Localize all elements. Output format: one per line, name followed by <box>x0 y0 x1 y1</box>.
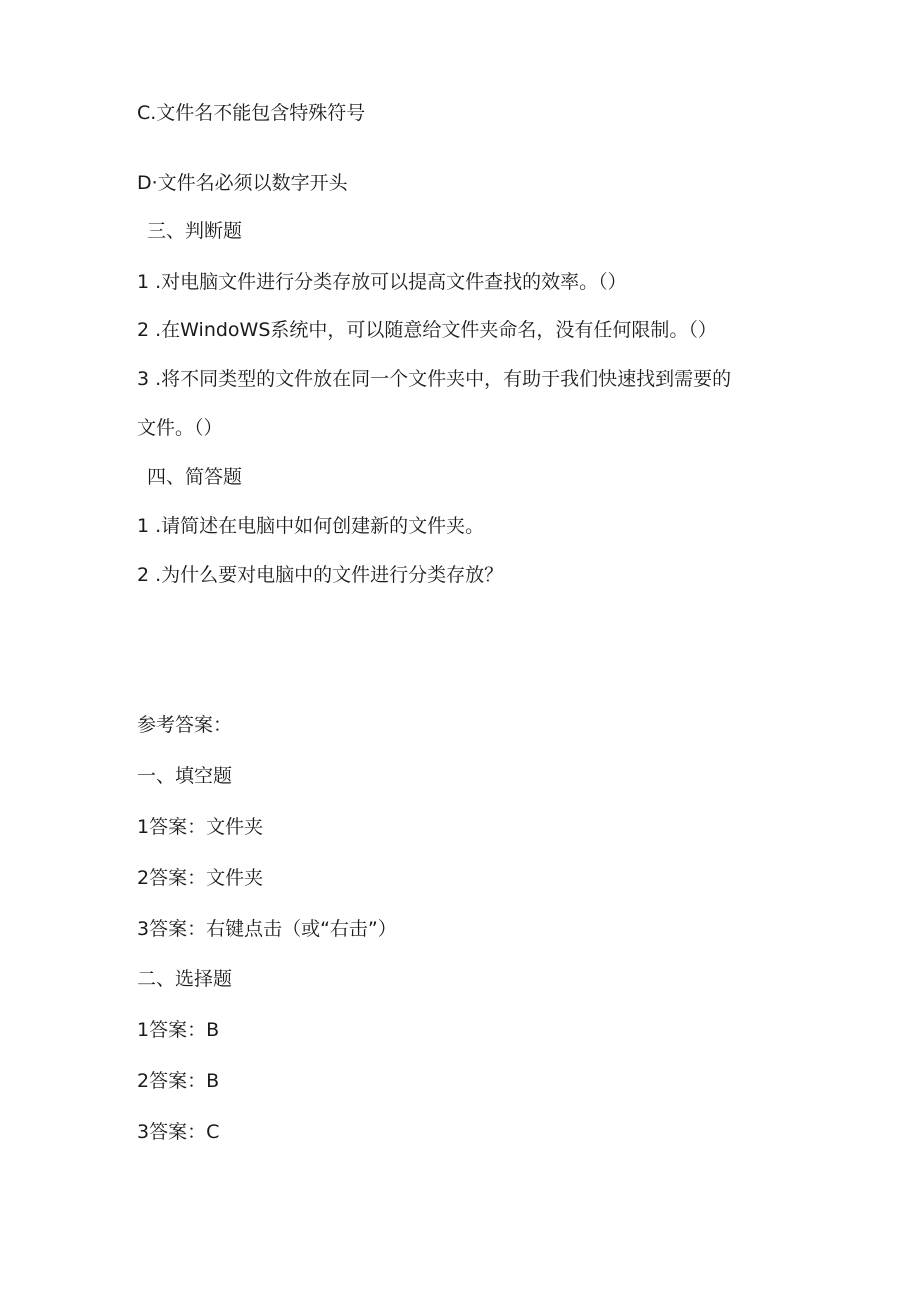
answers-title: 参考答案： <box>137 714 233 736</box>
true-false-question-3-continued: 文件。（） <box>137 417 223 439</box>
true-false-heading: 三、判断题 <box>147 220 243 242</box>
choice-heading: 二、选择题 <box>137 968 233 990</box>
choice-answer-1: 1答案：B <box>137 1019 220 1041</box>
choice-answer-2: 2答案：B <box>137 1070 220 1092</box>
choice-answer-3: 3答案：C <box>137 1121 220 1143</box>
fill-blank-answer-2: 2答案：文件夹 <box>137 867 264 889</box>
fill-blank-answer-1: 1答案：文件夹 <box>137 816 264 838</box>
true-false-question-2: 2 .在WindoWS系统中，可以随意给文件夹命名，没有任何限制。（） <box>137 319 717 341</box>
fill-blank-answer-3: 3答案：右键点击（或“右击”） <box>137 918 397 940</box>
true-false-question-1: 1 .对电脑文件进行分类存放可以提高文件查找的效率。（） <box>137 271 627 293</box>
short-answer-heading: 四、简答题 <box>147 466 243 488</box>
short-answer-question-2: 2 .为什么要对电脑中的文件进行分类存放？ <box>137 564 504 586</box>
true-false-question-3: 3 .将不同类型的文件放在同一个文件夹中，有助于我们快速找到需要的 <box>137 368 732 390</box>
option-c: C.文件名不能包含特殊符号 <box>137 102 366 124</box>
option-d: D·文件名必须以数字开头 <box>137 172 348 194</box>
fill-blank-heading: 一、填空题 <box>137 765 233 787</box>
short-answer-question-1: 1 .请简述在电脑中如何创建新的文件夹。 <box>137 515 485 537</box>
